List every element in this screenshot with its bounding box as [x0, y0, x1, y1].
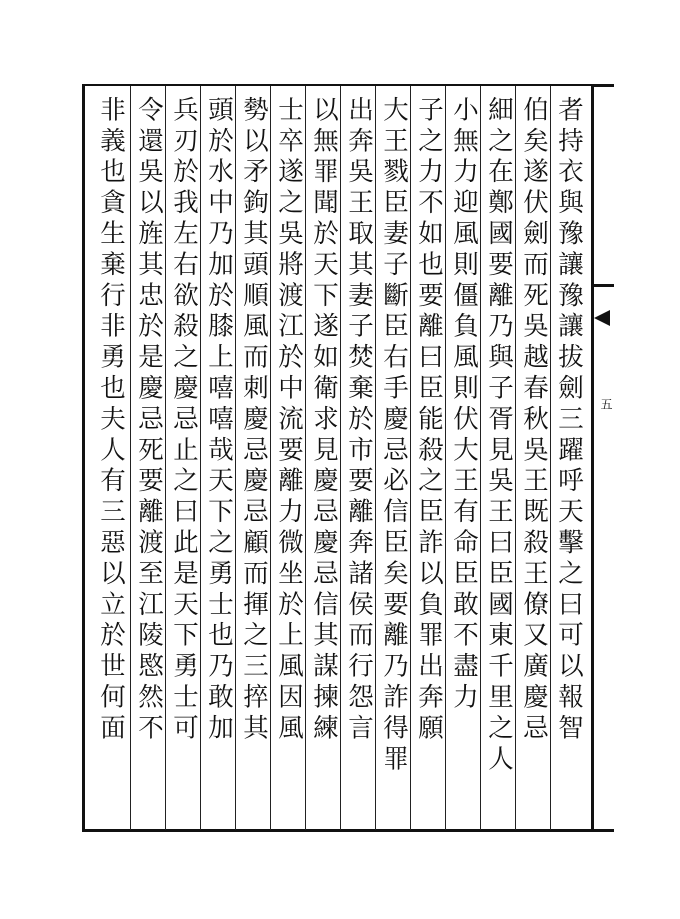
text-column-12: 兵刃於我左右欲殺之慶忌止之曰此是天下勇士可	[169, 96, 199, 745]
text-column-3: 細之在鄭國要離乃與子胥見吳王曰臣國東千里之人	[484, 96, 514, 776]
column-rule	[445, 86, 446, 830]
fold-margin	[594, 84, 614, 832]
column-rule	[375, 86, 376, 830]
text-column-1: 者持衣與豫讓豫讓拔劍三躍呼天擊之曰可以報智	[554, 96, 584, 745]
column-rule	[200, 86, 201, 830]
column-rule	[340, 86, 341, 830]
text-column-10: 勢以矛鉤其頭順風而刺慶忌慶忌顧而揮之三捽其	[239, 96, 269, 745]
text-column-9: 士卒遂之吳將渡江於中流要離力微坐於上風因風	[274, 96, 304, 745]
column-rule	[410, 86, 411, 830]
text-column-8: 以無罪聞於天下遂如衛求見慶忌慶忌信其謀揀練	[309, 96, 339, 745]
column-rule	[130, 86, 131, 830]
column-rule	[550, 86, 551, 830]
column-rule	[270, 86, 271, 830]
text-column-5: 子之力不如也要離曰臣能殺之臣詐以負罪出奔願	[414, 96, 444, 745]
text-column-13: 令還吳以旌其忠於是慶忌死要離渡至江陵愍然不	[134, 96, 164, 745]
column-rule	[235, 86, 236, 830]
margin-rule	[594, 829, 614, 832]
column-rule	[480, 86, 481, 830]
text-column-11: 頭於水中乃加於膝上嘻嘻哉天下之勇士也乃敢加	[204, 96, 234, 745]
fishtail-mark-icon	[594, 310, 610, 326]
column-rule	[165, 86, 166, 830]
margin-rule	[594, 84, 614, 87]
column-rule	[305, 86, 306, 830]
page-number: 五	[599, 398, 613, 410]
text-column-14: 非義也貪生棄行非勇也夫人有三惡以立於世何面	[96, 96, 126, 745]
text-column-4: 小無力迎風則僵負風則伏大王有命臣敢不盡力	[449, 96, 479, 714]
text-column-2: 伯矣遂伏劍而死吳越春秋吳王既殺王僚又廣慶忌	[519, 96, 549, 745]
text-column-7: 出奔吳王取其妻子焚棄於市要離奔諸侯而行怨言	[344, 96, 374, 745]
column-rule	[515, 86, 516, 830]
text-column-6: 大王戮臣妻子斷臣右手慶忌必信臣矣要離乃詐得罪	[379, 96, 409, 776]
margin-rule	[594, 284, 614, 287]
